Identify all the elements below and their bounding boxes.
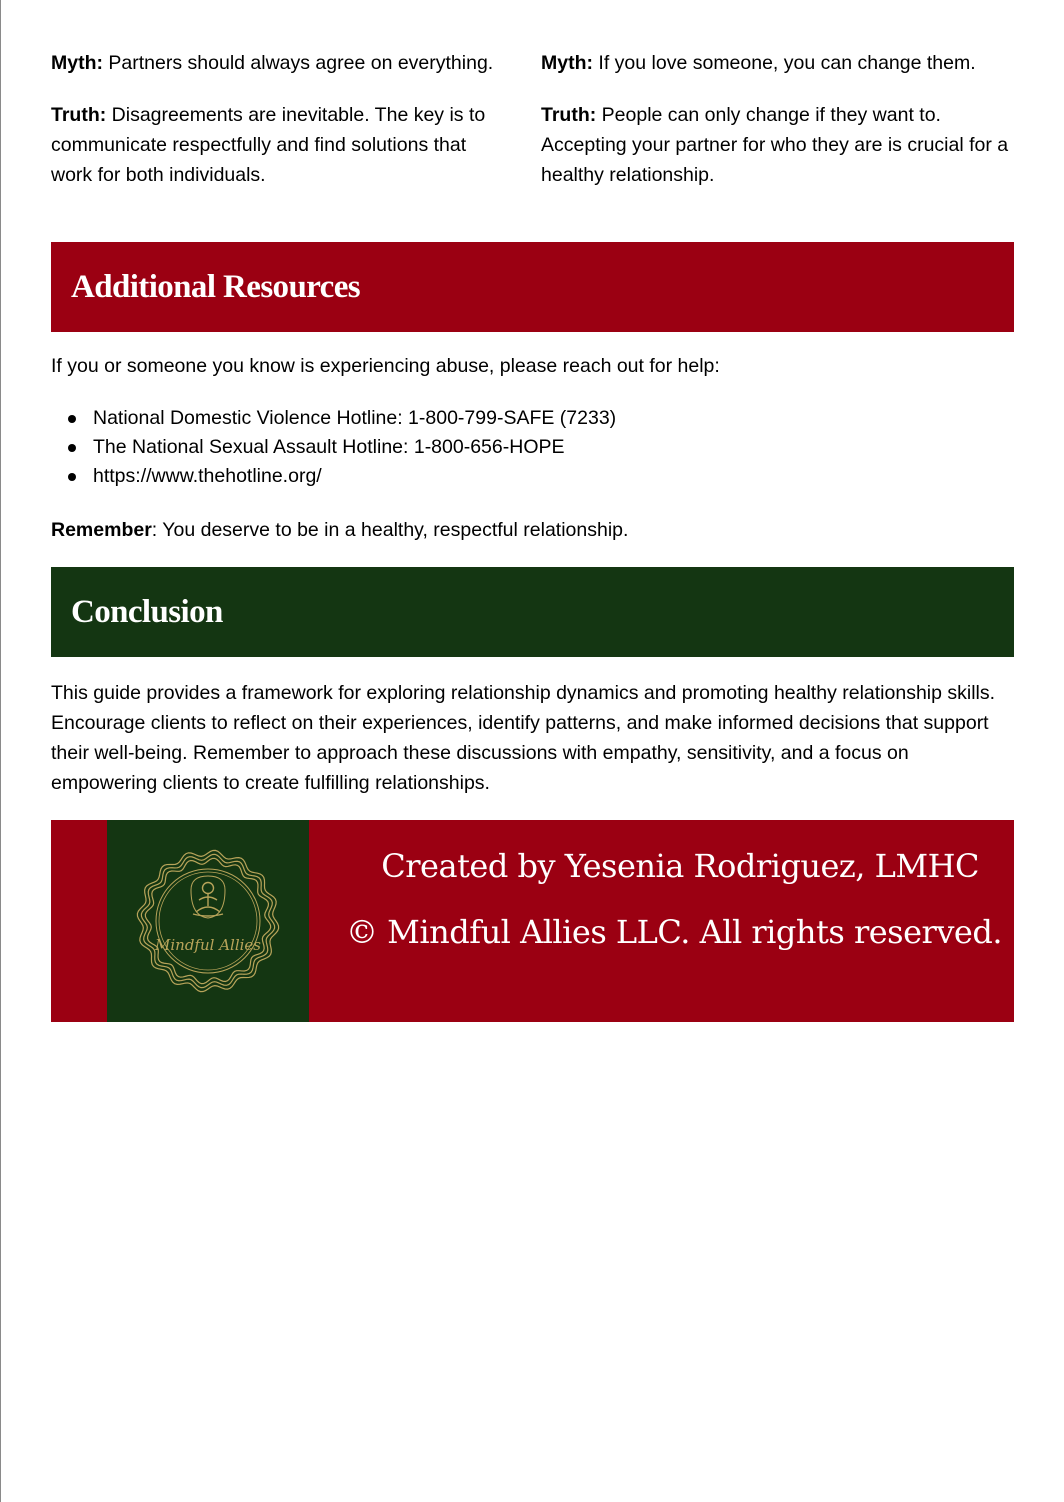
logo: [107, 820, 309, 1022]
resource-text: The National Sexual Assault Hotline: 1-800-656-HOPE: [93, 436, 565, 458]
myth-truth-card: [541, 48, 1014, 190]
truth-paragraph: [541, 100, 1014, 190]
bullet-icon: [68, 415, 76, 423]
logo-wordmark: Mindful Allies: [155, 936, 261, 954]
resource-text: National Domestic Violence Hotline: 1-800-799-SAFE (7233): [93, 407, 617, 429]
myth-truth-grid: [51, 48, 1014, 228]
myth-truth-card: [51, 48, 511, 190]
truth-label: Truth:: [541, 104, 597, 126]
myth-paragraph: [541, 48, 1014, 78]
list-item: [51, 433, 616, 462]
section-heading: Additional Resources: [71, 268, 360, 305]
myth-text: Partners should always agree on everything.: [103, 52, 494, 74]
list-item: [51, 404, 616, 433]
section-heading: Conclusion: [71, 593, 223, 630]
bullet-icon: [68, 444, 76, 452]
created-by-text: Created by Yesenia Rodriguez, LMHC: [381, 847, 979, 885]
resource-link[interactable]: https://www.thehotline.org/: [93, 465, 322, 487]
remember-label: Remember: [51, 519, 152, 541]
myth-paragraph: [51, 48, 511, 78]
conclusion-text: This guide provides a framework for exploring relationship dynamics and promoting healthy relationship skills. Encourage clients to reflect on their experiences, identify patterns, and make informed decisions that support their well-being. Remember to approach these discussions with empathy, sensitivity, and a focus on empowering clients to create fulfilling relationships.: [51, 682, 996, 794]
copyright-text: © Mindful Allies LLC. All rights reserved.: [345, 913, 1002, 951]
additional-resources-banner: [51, 242, 1014, 332]
remember-note: [51, 515, 628, 545]
bullet-icon: [68, 473, 76, 481]
truth-label: Truth:: [51, 104, 107, 126]
truth-text: People can only change if they want to. Accepting your partner for who they are is crucial for a healthy relationship.: [541, 104, 1009, 186]
list-item[interactable]: [51, 462, 616, 491]
myth-label: Myth:: [541, 52, 593, 74]
resource-list: [51, 404, 616, 491]
conclusion-banner: [51, 567, 1014, 657]
mindful-allies-logo-icon: [107, 820, 309, 1022]
resources-intro: If you or someone you know is experiencing abuse, please reach out for help:: [51, 355, 720, 377]
myth-label: Myth:: [51, 52, 103, 74]
myth-text: If you love someone, you can change them.: [593, 52, 976, 74]
truth-paragraph: [51, 100, 511, 190]
page-edge: [0, 0, 1, 1502]
truth-text: Disagreements are inevitable. The key is to communicate respectfully and find solutions that work for both individuals.: [51, 104, 486, 186]
remember-text: : You deserve to be in a healthy, respectful relationship.: [151, 519, 629, 541]
